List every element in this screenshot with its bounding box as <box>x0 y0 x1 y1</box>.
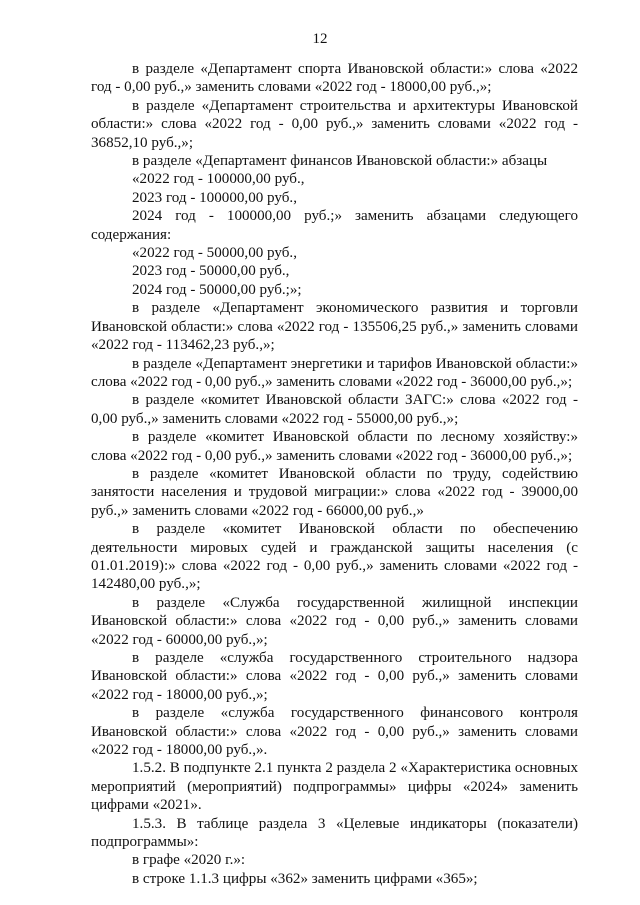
paragraph-economic-development: в разделе «Департамент экономического развития и торговли Ивановской области:» слова «2022 год - 135506,25 руб.,» заменить словами «2022 год - 113462,23 руб.,»; <box>91 300 578 354</box>
finance-old-2022: «2022 год - 100000,00 руб., <box>132 171 305 188</box>
page-number: 12 <box>312 31 328 47</box>
paragraph-1-5-2: 1.5.2. В подпункте 2.1 пункта 2 раздела 2 «Характеристика основных мероприятий (мероприятий) подпрограммы» цифры «2024» заменить цифрами «2021». <box>91 760 578 814</box>
paragraph-column-2020: в графе «2020 г.»: <box>132 852 246 869</box>
finance-old-2023: 2023 год - 100000,00 руб., <box>132 189 297 206</box>
finance-new-2024: 2024 год - 50000,00 руб.;»; <box>132 281 302 298</box>
finance-new-2023: 2023 год - 50000,00 руб., <box>132 263 290 280</box>
paragraph-construction-department: в разделе «Департамент строительства и архитектуры Ивановской области:» слова «2022 год - 0,00 руб.,» заменить словами «2022 год - 36852,10 руб.,»; <box>91 97 578 151</box>
document-body <box>91 60 578 888</box>
paragraph-finance-department: в разделе «Департамент финансов Ивановской области:» абзацы <box>132 153 548 170</box>
paragraph-1-5-3: 1.5.3. В таблице раздела 3 «Целевые индикаторы (показатели) подпрограммы»: <box>91 815 578 851</box>
paragraph-energy-tariffs: в разделе «Департамент энергетики и тарифов Ивановской области:» слова «2022 год - 0,00 руб.,» заменить словами «2022 год - 36000,00 руб.,»; <box>91 355 578 390</box>
paragraph-housing-inspection: в разделе «Служба государственной жилищной инспекции Ивановской области:» слова «2022 год - 0,00 руб.,» заменить словами «2022 год - 60000,00 руб.,»; <box>91 594 578 648</box>
paragraph-construction-supervision: в разделе «служба государственного строительного надзора Ивановской области:» слова «2022 год - 0,00 руб.,» заменить словами «2022 год - 18000,00 руб.,»; <box>91 650 578 703</box>
paragraph-zags: в разделе «комитет Ивановской области ЗАГС:» слова «2022 год - 0,00 руб.,» заменить словами «2022 год - 55000,00 руб.,»; <box>91 392 578 427</box>
paragraph-row-1-1-3: в строке 1.1.3 цифры «362» заменить цифрами «365»; <box>132 870 478 887</box>
finance-new-2022: «2022 год - 50000,00 руб., <box>132 245 297 262</box>
paragraph-forestry: в разделе «комитет Ивановской области по лесному хозяйству:» слова «2022 год - 0,00 руб.,» заменить словами «2022 год - 36000,00 руб.,»; <box>91 429 578 464</box>
paragraph-sport-department: в разделе «Департамент спорта Ивановской области:» слова «2022 год - 0,00 руб.,» заменить словами «2022 год - 18000,00 руб.,»; <box>91 61 578 96</box>
paragraph-judges-civil-defense: в разделе «комитет Ивановской области по обеспечению деятельности мировых судей и гражданской защиты населения (с 01.01.2019):» слова «2022 год - 0,00 руб.,» заменить словами «2022 год - 142480,00 руб.,»; <box>91 521 578 593</box>
paragraph-labor: в разделе «комитет Ивановской области по труду, содействию занятости населения и трудовой миграции:» слова «2022 год - 39000,00 руб.,» заменить словами «2022 год - 66000,00 руб.,» <box>91 465 578 519</box>
finance-old-2024: 2024 год - 100000,00 руб.;» заменить абзацами следующего содержания: <box>91 208 578 243</box>
paragraph-financial-control: в разделе «служба государственного финансового контроля Ивановской области:» слова «2022 год - 0,00 руб.,» заменить словами «2022 год - 18000,00 руб.,». <box>91 705 578 759</box>
